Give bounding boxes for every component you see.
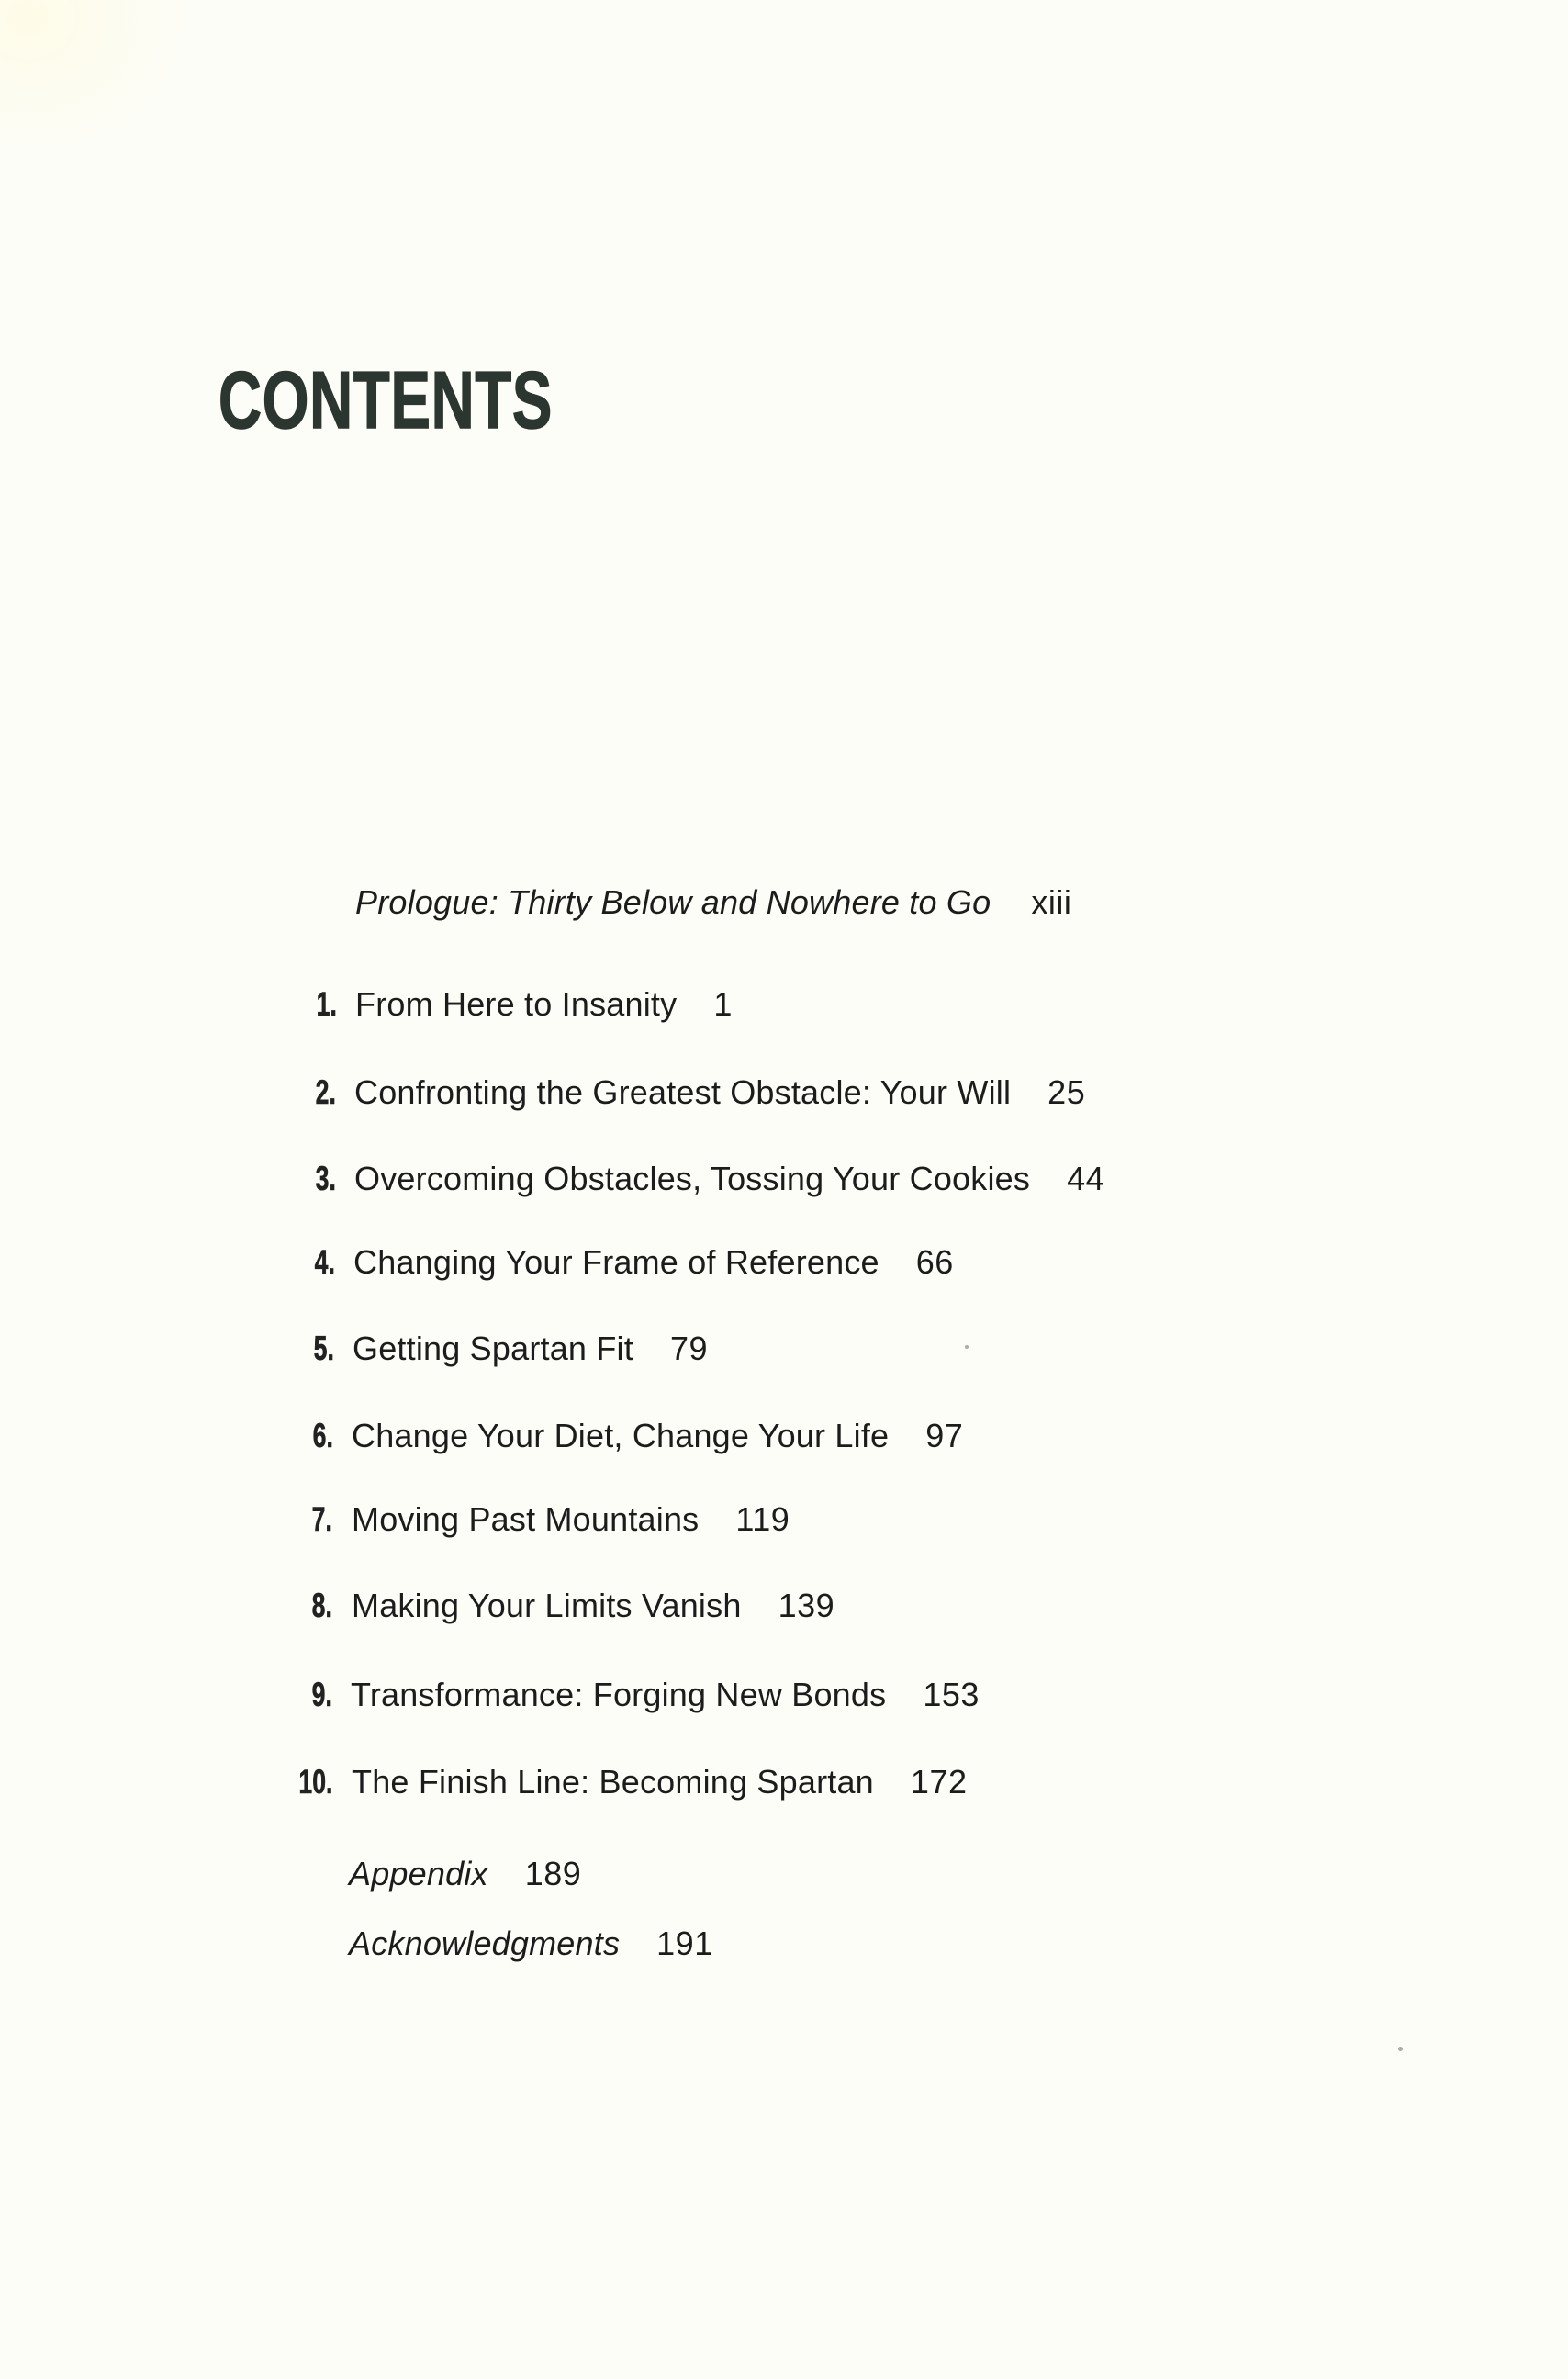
chapter-number: 5. xyxy=(313,1330,334,1367)
toc-entry-title: Prologue: Thirty Below and Nowhere to Go xyxy=(355,883,991,921)
toc-entry-page: 153 xyxy=(923,1676,980,1713)
toc-entry-chapter-10[interactable] xyxy=(0,1762,1568,1802)
toc-entry-title: Transformance: Forging New Bonds xyxy=(351,1676,887,1713)
toc-entry-page: 139 xyxy=(778,1587,835,1624)
toc-entry-title-wrap xyxy=(351,1675,980,1715)
toc-entry-title: Change Your Diet, Change Your Life xyxy=(352,1417,890,1454)
toc-entry-chapter-4[interactable] xyxy=(0,1242,1568,1283)
toc-entry-title-wrap xyxy=(352,1586,834,1626)
chapter-number: 7. xyxy=(311,1500,332,1538)
toc-entry-chapter-9[interactable] xyxy=(0,1675,1568,1715)
toc-entry-appendix[interactable] xyxy=(0,1854,1568,1894)
toc-entry-page: 189 xyxy=(524,1855,582,1892)
toc-entry-title: Acknowledgments xyxy=(349,1925,621,1962)
chapter-number: 1. xyxy=(316,985,337,1023)
toc-entry-title-wrap xyxy=(354,1159,1104,1199)
toc-entry-title-wrap xyxy=(353,1329,708,1369)
chapter-number: 3. xyxy=(315,1160,336,1197)
scan-speck xyxy=(1398,2047,1403,2051)
toc-entry-chapter-6[interactable] xyxy=(0,1416,1568,1456)
toc-entry-chapter-5[interactable] xyxy=(0,1329,1568,1369)
chapter-number: 4. xyxy=(314,1243,335,1281)
toc-entry-page: xiii xyxy=(1031,883,1072,921)
toc-entry-chapter-3[interactable] xyxy=(0,1159,1568,1199)
toc-entry-page: 25 xyxy=(1047,1073,1086,1111)
toc-entry-title: Changing Your Frame of Reference xyxy=(353,1243,879,1281)
chapter-number: 9. xyxy=(311,1676,332,1713)
contents-heading: CONTENTS xyxy=(218,354,554,445)
scan-speck xyxy=(965,1345,969,1349)
toc-entry-title-wrap xyxy=(354,1072,1085,1113)
toc-entry-prologue[interactable] xyxy=(0,882,1568,923)
toc-entry-title-wrap xyxy=(353,1242,954,1283)
toc-entry-title: Making Your Limits Vanish xyxy=(352,1587,742,1624)
toc-entry-title-wrap xyxy=(349,1924,713,1964)
toc-entry-title-wrap xyxy=(352,1416,963,1456)
chapter-number: 2. xyxy=(315,1073,336,1111)
toc-entry-acknowledgments[interactable] xyxy=(0,1924,1568,1964)
toc-entry-chapter-8[interactable] xyxy=(0,1586,1568,1626)
toc-entry-title: Overcoming Obstacles, Tossing Your Cookies xyxy=(354,1160,1031,1197)
chapter-number: 6. xyxy=(312,1417,333,1454)
toc-entry-title-wrap xyxy=(349,1854,581,1894)
toc-entry-title: Moving Past Mountains xyxy=(352,1500,700,1538)
toc-entry-title-wrap xyxy=(352,1762,968,1802)
toc-entry-chapter-2[interactable] xyxy=(0,1072,1568,1113)
chapter-number: 8. xyxy=(311,1587,332,1624)
toc-entry-page: 79 xyxy=(669,1330,708,1367)
toc-entry-page: 172 xyxy=(910,1763,968,1801)
toc-entry-title-wrap xyxy=(355,882,1071,923)
toc-entry-chapter-1[interactable] xyxy=(0,984,1568,1025)
toc-entry-page: 119 xyxy=(735,1500,790,1538)
toc-entry-title: Getting Spartan Fit xyxy=(353,1330,633,1367)
toc-entry-title: The Finish Line: Becoming Spartan xyxy=(352,1763,874,1801)
toc-entry-chapter-7[interactable] xyxy=(0,1499,1568,1540)
toc-entry-page: 1 xyxy=(713,985,733,1023)
toc-entry-page: 97 xyxy=(925,1417,964,1454)
toc-entry-title: Appendix xyxy=(349,1855,488,1892)
toc-entry-title: Confronting the Greatest Obstacle: Your Will xyxy=(354,1073,1012,1111)
toc-entry-title-wrap xyxy=(352,1499,790,1540)
toc-entry-title-wrap xyxy=(355,984,733,1025)
toc-entry-page: 44 xyxy=(1067,1160,1105,1197)
toc-entry-title: From Here to Insanity xyxy=(355,985,678,1023)
toc-entry-page: 66 xyxy=(915,1243,954,1281)
toc-entry-page: 191 xyxy=(656,1925,713,1962)
chapter-number: 10. xyxy=(297,1763,332,1801)
